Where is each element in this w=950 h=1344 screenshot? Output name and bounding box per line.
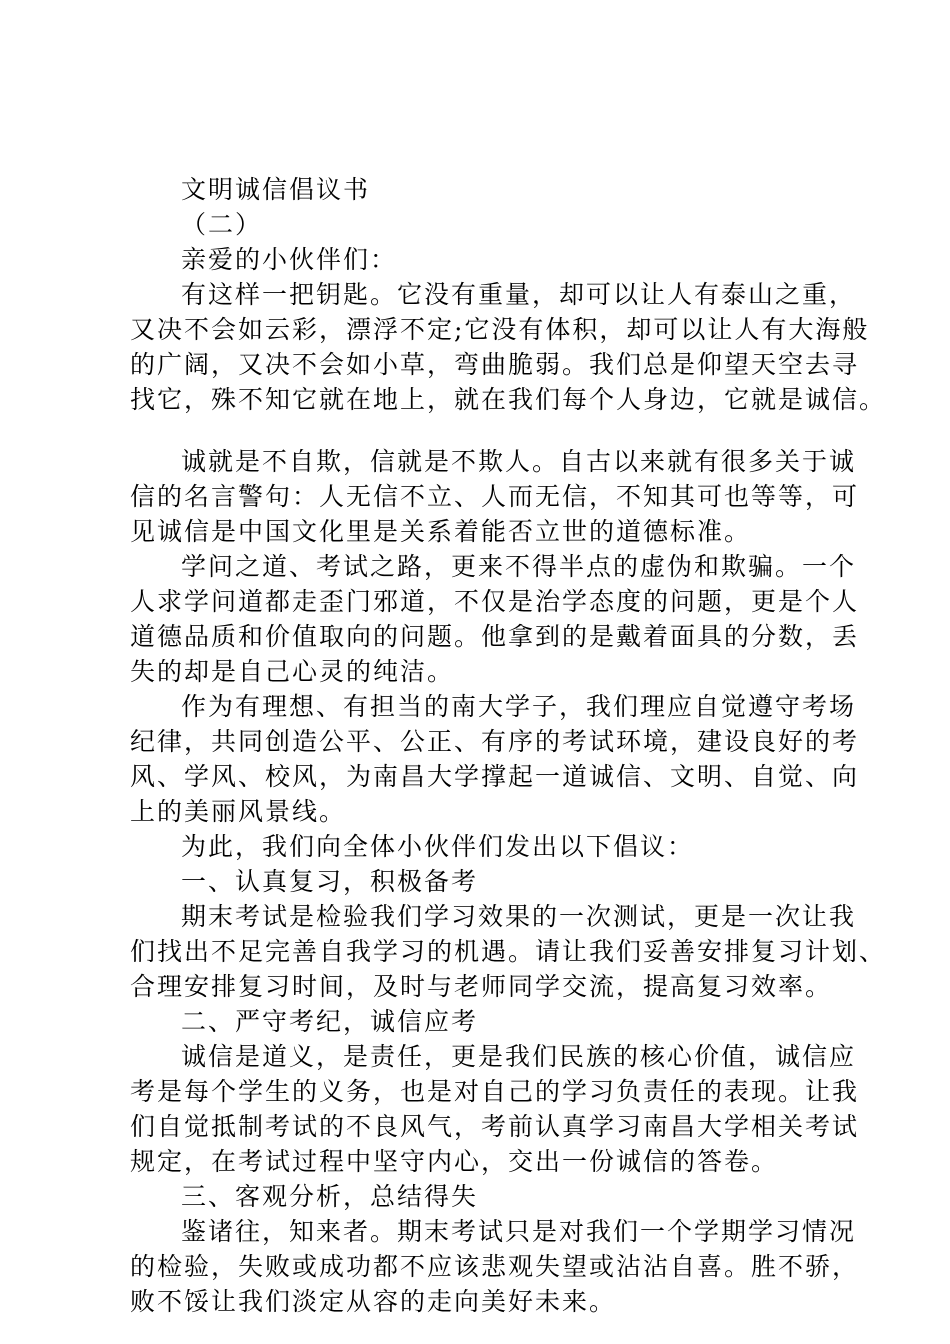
paragraph-section-1: [130, 899, 887, 1004]
paragraph-line: 纪律，共同创造公平、公正、有序的考试环境，建设良好的考: [130, 727, 860, 756]
paragraph-line: 们找出不足完善自我学习的机遇。请让我们妥善安排复习计划、: [130, 937, 887, 966]
paragraph-line: 的检验，失败或成功都不应该悲观失望或沾沾自喜。胜不骄，: [130, 1252, 860, 1281]
paragraph-line: 败不馁让我们淡定从容的走向美好未来。: [130, 1287, 617, 1316]
paragraph-line: 风、学风、校风，为南昌大学撑起一道诚信、文明、自觉、向: [130, 762, 860, 791]
document-subtitle: （二）: [181, 210, 263, 239]
paragraph-section-3: [130, 1214, 860, 1319]
paragraph-line: 规定，在考试过程中坚守内心，交出一份诚信的答卷。: [130, 1147, 779, 1176]
paragraph-section-2: [130, 1039, 860, 1179]
section-heading-1: 一、认真复习，积极备考: [181, 867, 479, 896]
paragraph-line: 期末考试是检验我们学习效果的一次测试，更是一次让我: [181, 902, 857, 931]
paragraph-key-metaphor: [130, 277, 887, 417]
paragraph-line: 学问之道、考试之路，更来不得半点的虚伪和欺骗。一个: [181, 552, 857, 581]
paragraph-line: 作为有理想、有担当的南大学子，我们理应自觉遵守考场: [181, 692, 857, 721]
paragraph-line: 失的却是自己心灵的纯洁。: [130, 657, 455, 686]
paragraph-line: 上的美丽风景线。: [130, 797, 347, 826]
paragraph-line: 的广阔，又决不会如小草，弯曲脆弱。我们总是仰望天空去寻: [130, 350, 860, 379]
paragraph-student-responsibility: [130, 689, 860, 829]
paragraph-line: 人求学问道都走歪门邪道，不仅是治学态度的问题，更是个人: [130, 587, 860, 616]
paragraph-line: 考是每个学生的义务，也是对自己的学习负责任的表现。让我: [130, 1077, 860, 1106]
paragraph-line: 找它，殊不知它就在地上，就在我们每个人身边，它就是诚信。: [130, 385, 887, 414]
paragraph-gap: [130, 417, 840, 444]
paragraph-line: 又决不会如云彩，漂浮不定;它没有体积，却可以让人有大海般: [130, 315, 870, 344]
paragraph-line: 诚信是道义，是责任，更是我们民族的核心价值，诚信应: [181, 1042, 857, 1071]
document-title: 文明诚信倡议书: [181, 175, 371, 204]
paragraph-line: 见诚信是中国文化里是关系着能否立世的道德标准。: [130, 517, 752, 546]
paragraph-line: 信的名言警句：人无信不立、人而无信，不知其可也等等，可: [130, 482, 860, 511]
paragraph-line: 诚就是不自欺，信就是不欺人。自古以来就有很多关于诚: [181, 447, 857, 476]
proposal-intro: 为此，我们向全体小伙伴们发出以下倡议：: [181, 832, 695, 861]
paragraph-learning-and-exams: [130, 549, 860, 689]
paragraph-line: 合理安排复习时间，及时与老师同学交流，提高复习效率。: [130, 972, 833, 1001]
paragraph-line: 道德品质和价值取向的问题。他拿到的是戴着面具的分数，丢: [130, 622, 860, 651]
section-heading-2: 二、严守考纪，诚信应考: [181, 1007, 479, 1036]
salutation: 亲爱的小伙伴们：: [181, 245, 398, 274]
paragraph-line: 鉴诸往，知来者。期末考试只是对我们一个学期学习情况: [181, 1217, 857, 1246]
paragraph-line: 们自觉抵制考试的不良风气，考前认真学习南昌大学相关考试: [130, 1112, 860, 1141]
document-body: [130, 172, 887, 1319]
paragraph-meaning-of-integrity: [130, 444, 860, 549]
paragraph-line: 有这样一把钥匙。它没有重量，却可以让人有泰山之重，: [181, 280, 857, 309]
section-heading-3: 三、客观分析，总结得失: [181, 1182, 479, 1211]
